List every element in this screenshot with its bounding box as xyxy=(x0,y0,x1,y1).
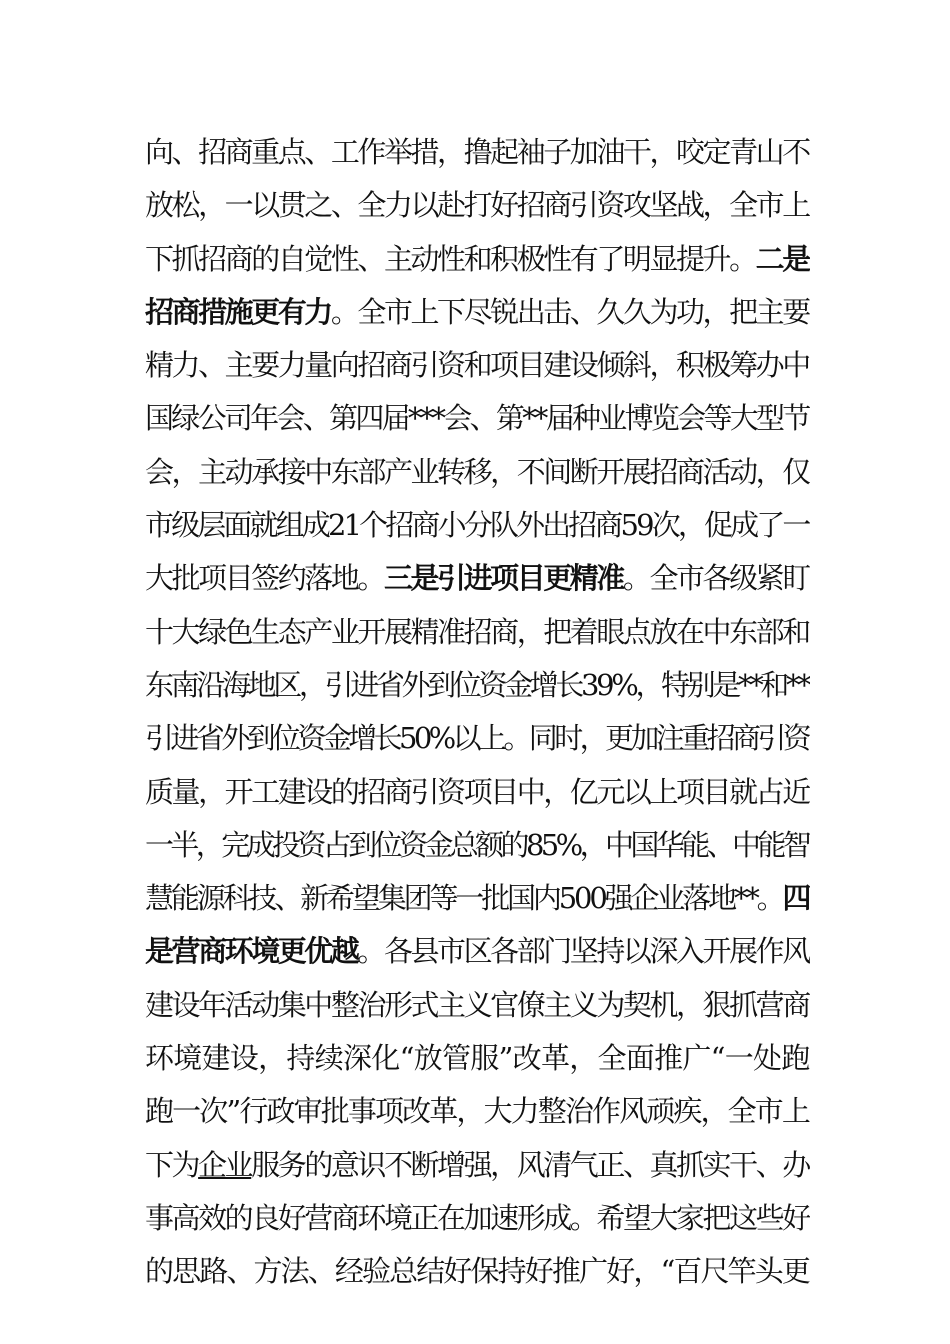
text-line xyxy=(145,392,810,445)
body-text-segment: 环境建设，持续深化“放管服”改革，全面推广“一处跑 xyxy=(145,1041,810,1076)
text-line xyxy=(145,286,810,339)
body-text xyxy=(145,126,810,1299)
text-line xyxy=(145,499,810,552)
text-line xyxy=(145,126,810,179)
bold-heading-text: 二是 xyxy=(755,241,809,276)
body-text-segment: 慧能源科技、新希望集团等一批国内500强企业落地**。 xyxy=(145,881,783,916)
body-text-segment: 。全市各级紧盯 xyxy=(622,561,809,596)
body-text-segment: 建设年活动集中整治形式主义官僚主义为契机，狠抓营商 xyxy=(145,987,809,1022)
bold-heading-text: 招商措施更有力 xyxy=(145,294,331,329)
text-line xyxy=(145,659,810,712)
text-line xyxy=(145,606,810,659)
body-text-segment: 质量，开工建设的招商引资项目中，亿元以上项目就占近 xyxy=(145,774,809,809)
text-line xyxy=(145,1032,810,1085)
body-text-segment: 市级层面就组成21个招商小分队外出招商59次，促成了一 xyxy=(145,508,809,543)
body-text-segment: 大批项目签约落地。 xyxy=(145,561,384,596)
body-text-segment: 事高效的良好营商环境正在加速形成。希望大家把这些好 xyxy=(145,1200,809,1235)
body-text-segment: 的思路、方法、经验总结好保持好推广好，“百尺竿头更 xyxy=(145,1254,810,1289)
bold-heading-text: 是营商环境更优越 xyxy=(145,934,358,969)
body-text-segment: 企业 xyxy=(198,1147,252,1182)
text-line xyxy=(145,1139,810,1192)
body-text-segment: 。各县市区各部门坚持以深入开展作风 xyxy=(357,934,809,969)
text-line xyxy=(145,819,810,872)
body-text-segment: 。全市上下尽锐出击、久久为功，把主要 xyxy=(330,294,809,329)
bold-heading-text: 四 xyxy=(782,881,809,916)
body-text-segment: 十大绿色生态产业开展精准招商，把着眼点放在中东部和 xyxy=(145,614,809,649)
text-line xyxy=(145,712,810,765)
text-line xyxy=(145,766,810,819)
body-text-segment: 服务的意识不断增强，风清气正、真抓实干、办 xyxy=(251,1147,809,1182)
body-text-segment: 一半，完成投资占到位资金总额的85%，中国华能、中能智 xyxy=(145,827,809,862)
text-line xyxy=(145,1245,810,1298)
body-text-segment: 引进省外到位资金增长50%以上。同时，更加注重招商引资 xyxy=(145,721,809,756)
body-text-segment: 跑一次”行政审批事项改革，大力整治作风顽疾，全市上 xyxy=(145,1094,810,1129)
body-text-segment: 精力、主要力量向招商引资和项目建设倾斜，积极筹办中 xyxy=(145,348,809,383)
bold-heading-text: 三是引进项目更精准 xyxy=(383,561,623,596)
text-line xyxy=(145,233,810,286)
text-line xyxy=(145,1085,810,1138)
text-line xyxy=(145,872,810,925)
text-line xyxy=(145,179,810,232)
body-text-segment: 下为 xyxy=(145,1147,199,1182)
body-text-segment: 放松，一以贯之、全力以赴打好招商引资攻坚战，全市上 xyxy=(145,188,809,223)
text-line xyxy=(145,1192,810,1245)
text-line xyxy=(145,339,810,392)
text-line xyxy=(145,979,810,1032)
body-text-segment: 国绿公司年会、第四届***会、第**届种业博览会等大型节 xyxy=(145,401,809,436)
body-text-segment: 向、招商重点、工作举措，撸起袖子加油干，咬定青山不 xyxy=(145,135,809,169)
text-line xyxy=(145,925,810,978)
body-text-segment: 下抓招商的自觉性、主动性和积极性有了明显提升。 xyxy=(145,241,756,276)
text-line xyxy=(145,446,810,499)
body-text-segment: 东南沿海地区，引进省外到位资金增长39%，特别是**和** xyxy=(145,667,809,702)
body-text-segment: 会，主动承接中东部产业转移，不间断开展招商活动，仅 xyxy=(145,454,809,489)
text-line xyxy=(145,552,810,605)
